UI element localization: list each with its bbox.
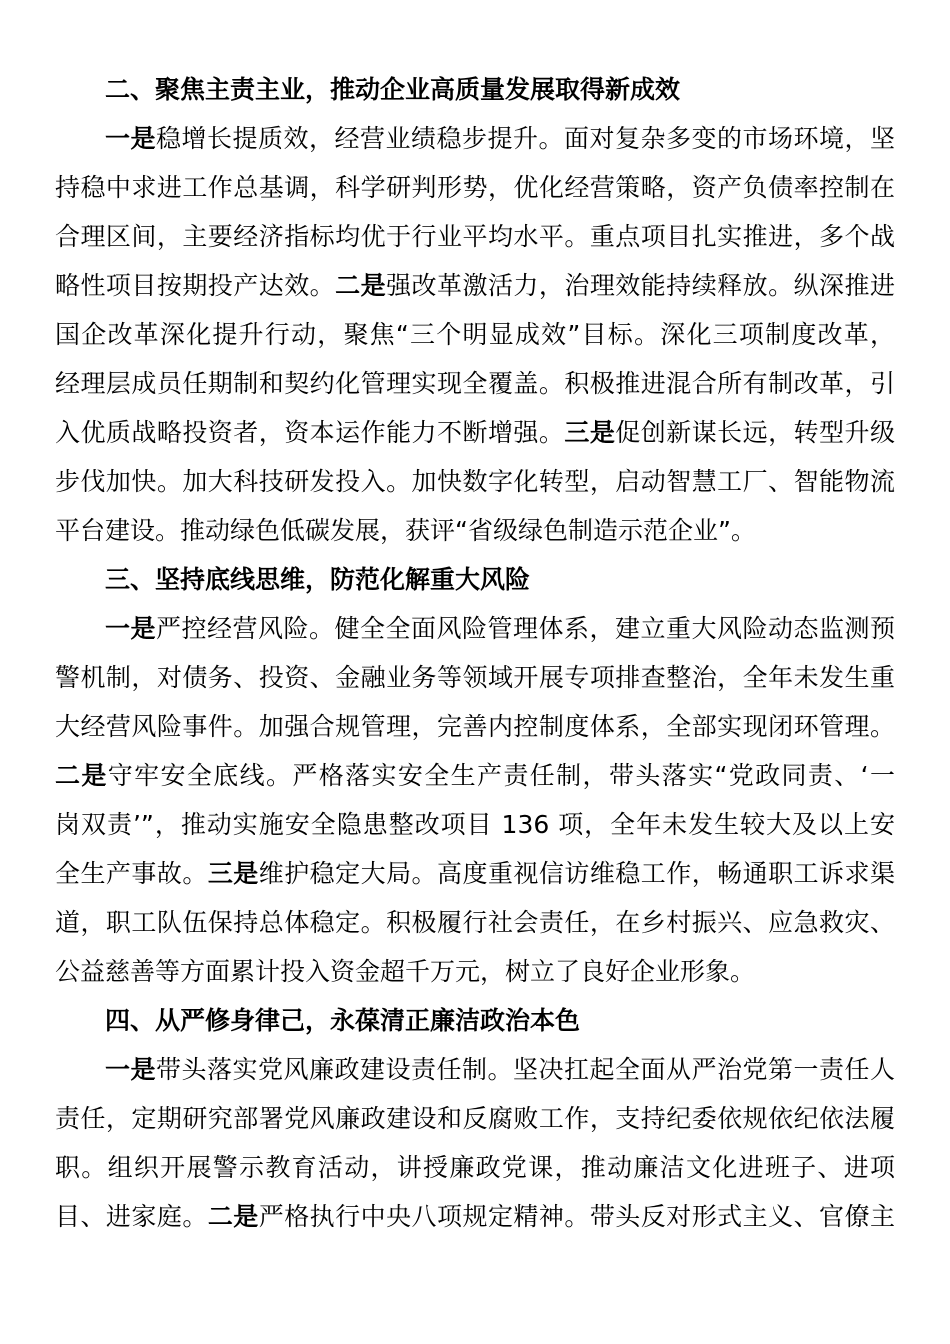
document-page <box>55 65 895 1241</box>
bold-lead-in: 二是 <box>55 761 108 790</box>
bold-lead-in: 三是 <box>564 418 616 447</box>
text-line <box>55 1045 895 1094</box>
section-heading-3 <box>55 555 895 604</box>
text-line <box>55 163 895 212</box>
bold-lead-in: 三是 <box>207 859 259 888</box>
text-segment: 大经营风险事件。加强合规管理，完善内控制度体系，全部实现闭环管理。 <box>55 712 895 741</box>
document-body <box>55 65 895 1241</box>
text-line <box>55 261 895 310</box>
text-segment: 守牢安全底线。严格落实安全生产责任制，带头落实“党政同责、‘一 <box>107 761 895 790</box>
text-line <box>55 310 895 359</box>
text-segment: 职。组织开展警示教育活动，讲授廉政党课，推动廉洁文化进班子、进项 <box>55 1153 895 1182</box>
text-segment: 经理层成员任期制和契约化管理实现全覆盖。积极推进混合所有制改革，引 <box>55 369 895 398</box>
text-line <box>55 457 895 506</box>
text-segment: 目、进家庭。 <box>55 1202 208 1231</box>
text-segment: 促创新谋长远，转型升级 <box>615 418 895 447</box>
text-line <box>55 1094 895 1143</box>
text-line <box>55 359 895 408</box>
bold-lead-in: 一是 <box>105 124 156 153</box>
text-segment: 略性项目按期投产达效。 <box>55 271 336 300</box>
bold-lead-in: 二是 <box>207 1202 259 1231</box>
text-line <box>55 1143 895 1192</box>
text-line <box>55 114 895 163</box>
text-line <box>55 212 895 261</box>
text-line <box>55 604 895 653</box>
text-segment: 强改革激活力，治理效能持续释放。纵深推进 <box>386 271 895 300</box>
text-segment: 步伐加快。加大科技研发投入。加快数字化转型，启动智慧工厂、智能物流 <box>55 467 895 496</box>
bold-lead-in: 一是 <box>105 1055 156 1084</box>
text-line <box>55 702 895 751</box>
bold-lead-in: 四、从严修身律己，永葆清正廉洁政治本色 <box>105 1006 581 1035</box>
text-segment: 严格执行中央八项规定精神。带头反对形式主义、官僚主 <box>258 1202 895 1231</box>
text-line <box>55 898 895 947</box>
text-segment: 责任，定期研究部署党风廉政建设和反腐败工作，支持纪委依规依纪依法履 <box>55 1104 895 1133</box>
text-segment: 稳增长提质效，经营业绩稳步提升。面对复杂多变的市场环境，坚 <box>156 124 895 153</box>
text-line <box>55 408 895 457</box>
text-segment: 公益慈善等方面累计投入资金超千万元，树立了良好企业形象。 <box>55 957 756 986</box>
text-segment: 维护稳定大局。高度重视信访维稳工作，畅通职工诉求渠 <box>258 859 895 888</box>
bold-lead-in: 二是 <box>335 271 387 300</box>
text-line <box>55 849 895 898</box>
text-segment: 国企改革深化提升行动，聚焦“三个明显成效”目标。深化三项制度改革， <box>55 320 895 349</box>
text-line <box>55 800 895 849</box>
section-heading-2 <box>55 65 895 114</box>
text-segment: 岗双责’”，推动实施安全隐患整改项目 136 项，全年未发生较大及以上安 <box>55 810 895 839</box>
text-segment: 带头落实党风廉政建设责任制。坚决扛起全面从严治党第一责任人 <box>156 1055 895 1084</box>
text-segment: 入优质战略投资者，资本运作能力不断增强。 <box>55 418 565 447</box>
text-line <box>55 653 895 702</box>
text-line <box>55 1192 895 1241</box>
section-heading-4 <box>55 996 895 1045</box>
text-segment: 全生产事故。 <box>55 859 208 888</box>
bold-lead-in: 二、聚焦主责主业，推动企业高质量发展取得新成效 <box>105 75 681 104</box>
text-segment: 警机制，对债务、投资、金融业务等领域开展专项排查整治，全年未发生重 <box>55 663 895 692</box>
text-segment: 合理区间，主要经济指标均优于行业平均水平。重点项目扎实推进，多个战 <box>55 222 895 251</box>
text-line <box>55 947 895 996</box>
text-segment: 平台建设。推动绿色低碳发展，获评“省级绿色制造示范企业”。 <box>55 516 756 545</box>
bold-lead-in: 三、坚持底线思维，防范化解重大风险 <box>105 565 531 594</box>
text-line <box>55 506 895 555</box>
text-segment: 道，职工队伍保持总体稳定。积极履行社会责任，在乡村振兴、应急救灾、 <box>55 908 895 937</box>
text-line <box>55 751 895 800</box>
text-segment: 严控经营风险。健全全面风险管理体系，建立重大风险动态监测预 <box>156 614 895 643</box>
text-segment: 持稳中求进工作总基调，科学研判形势，优化经营策略，资产负债率控制在 <box>55 173 895 202</box>
bold-lead-in: 一是 <box>105 614 156 643</box>
